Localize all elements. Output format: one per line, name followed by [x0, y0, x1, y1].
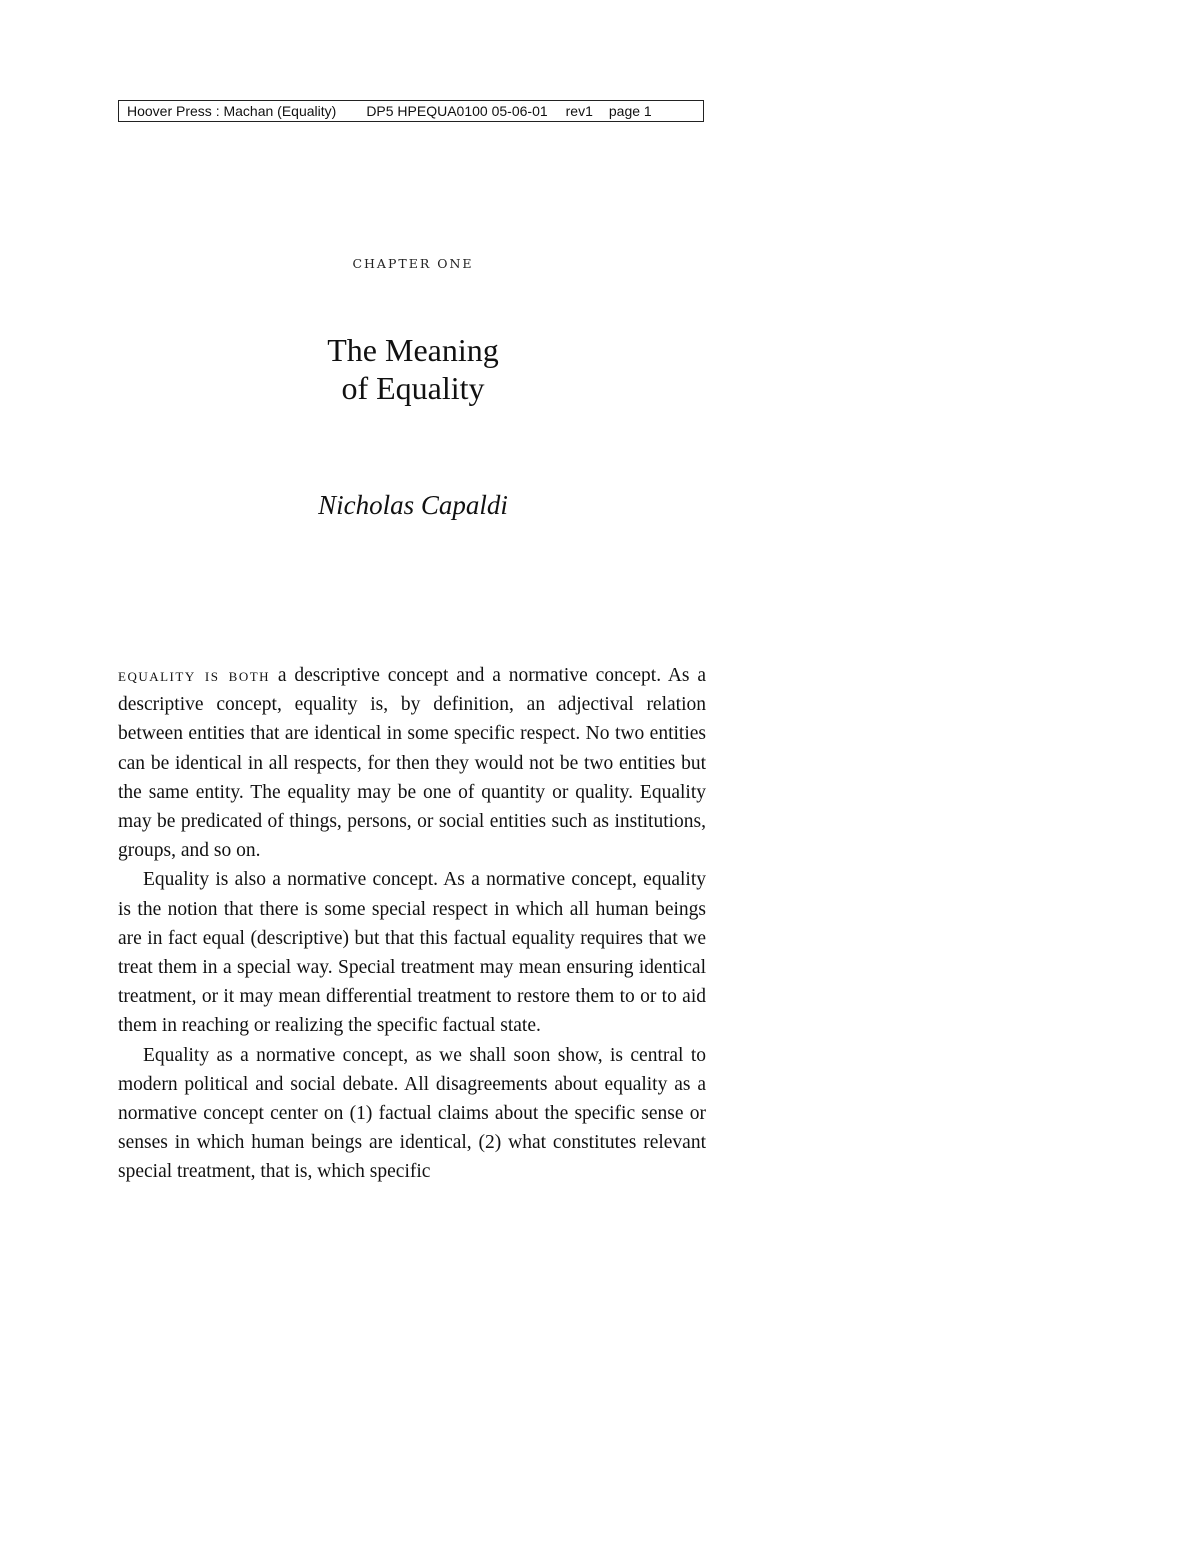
paragraph-1-text: a descriptive concept and a normative concept. As a descriptive concept, equality is, by definition, an adjectival relation between entities that are identical in some specific respect. No two entities can be identical in all respects, for then they would not be two entities but the same entity. The equality may be one of quantity or quality. Equality may be predicated of things, persons, or social entities such as institutions, groups, and so on.	[118, 665, 706, 862]
proof-header-code: DP5 HPEQUA0100 05-06-01	[366, 102, 548, 119]
body-text	[118, 661, 706, 1187]
chapter-title-line-2: of Equality	[341, 370, 485, 406]
paragraph-1	[118, 661, 706, 865]
proof-header	[118, 100, 704, 122]
proof-header-rev: rev1	[565, 102, 593, 119]
paragraph-3: Equality as a normative concept, as we shall soon show, is central to modern political and social debate. All disagreements about equality as a normative concept center on (1) factual claims about the specific sense or senses in which human beings are identical, (2) what constitutes relevant special treatment, that is, which specific	[118, 1044, 706, 1183]
chapter-title-line-1: The Meaning	[327, 332, 499, 368]
paragraph-1-lead: equality is both	[118, 665, 271, 686]
proof-header-page: page 1	[608, 102, 652, 119]
author-name: Nicholas Capaldi	[318, 490, 508, 520]
paragraph-2: Equality is also a normative concept. As a normative concept, equality is the notion that there is some special respect in which all human beings are in fact equal (descriptive) but that this factual equality requires that we treat them in a special way. Special treatment may mean ensuring identical treatment, or it may mean differential treatment to restore them to or to aid them in reaching or realizing the specific factual state.	[118, 869, 706, 1037]
chapter-label: CHAPTER ONE	[352, 256, 474, 271]
chapter-title	[250, 331, 576, 407]
proof-header-title: Hoover Press : Machan (Equality)	[127, 102, 337, 119]
